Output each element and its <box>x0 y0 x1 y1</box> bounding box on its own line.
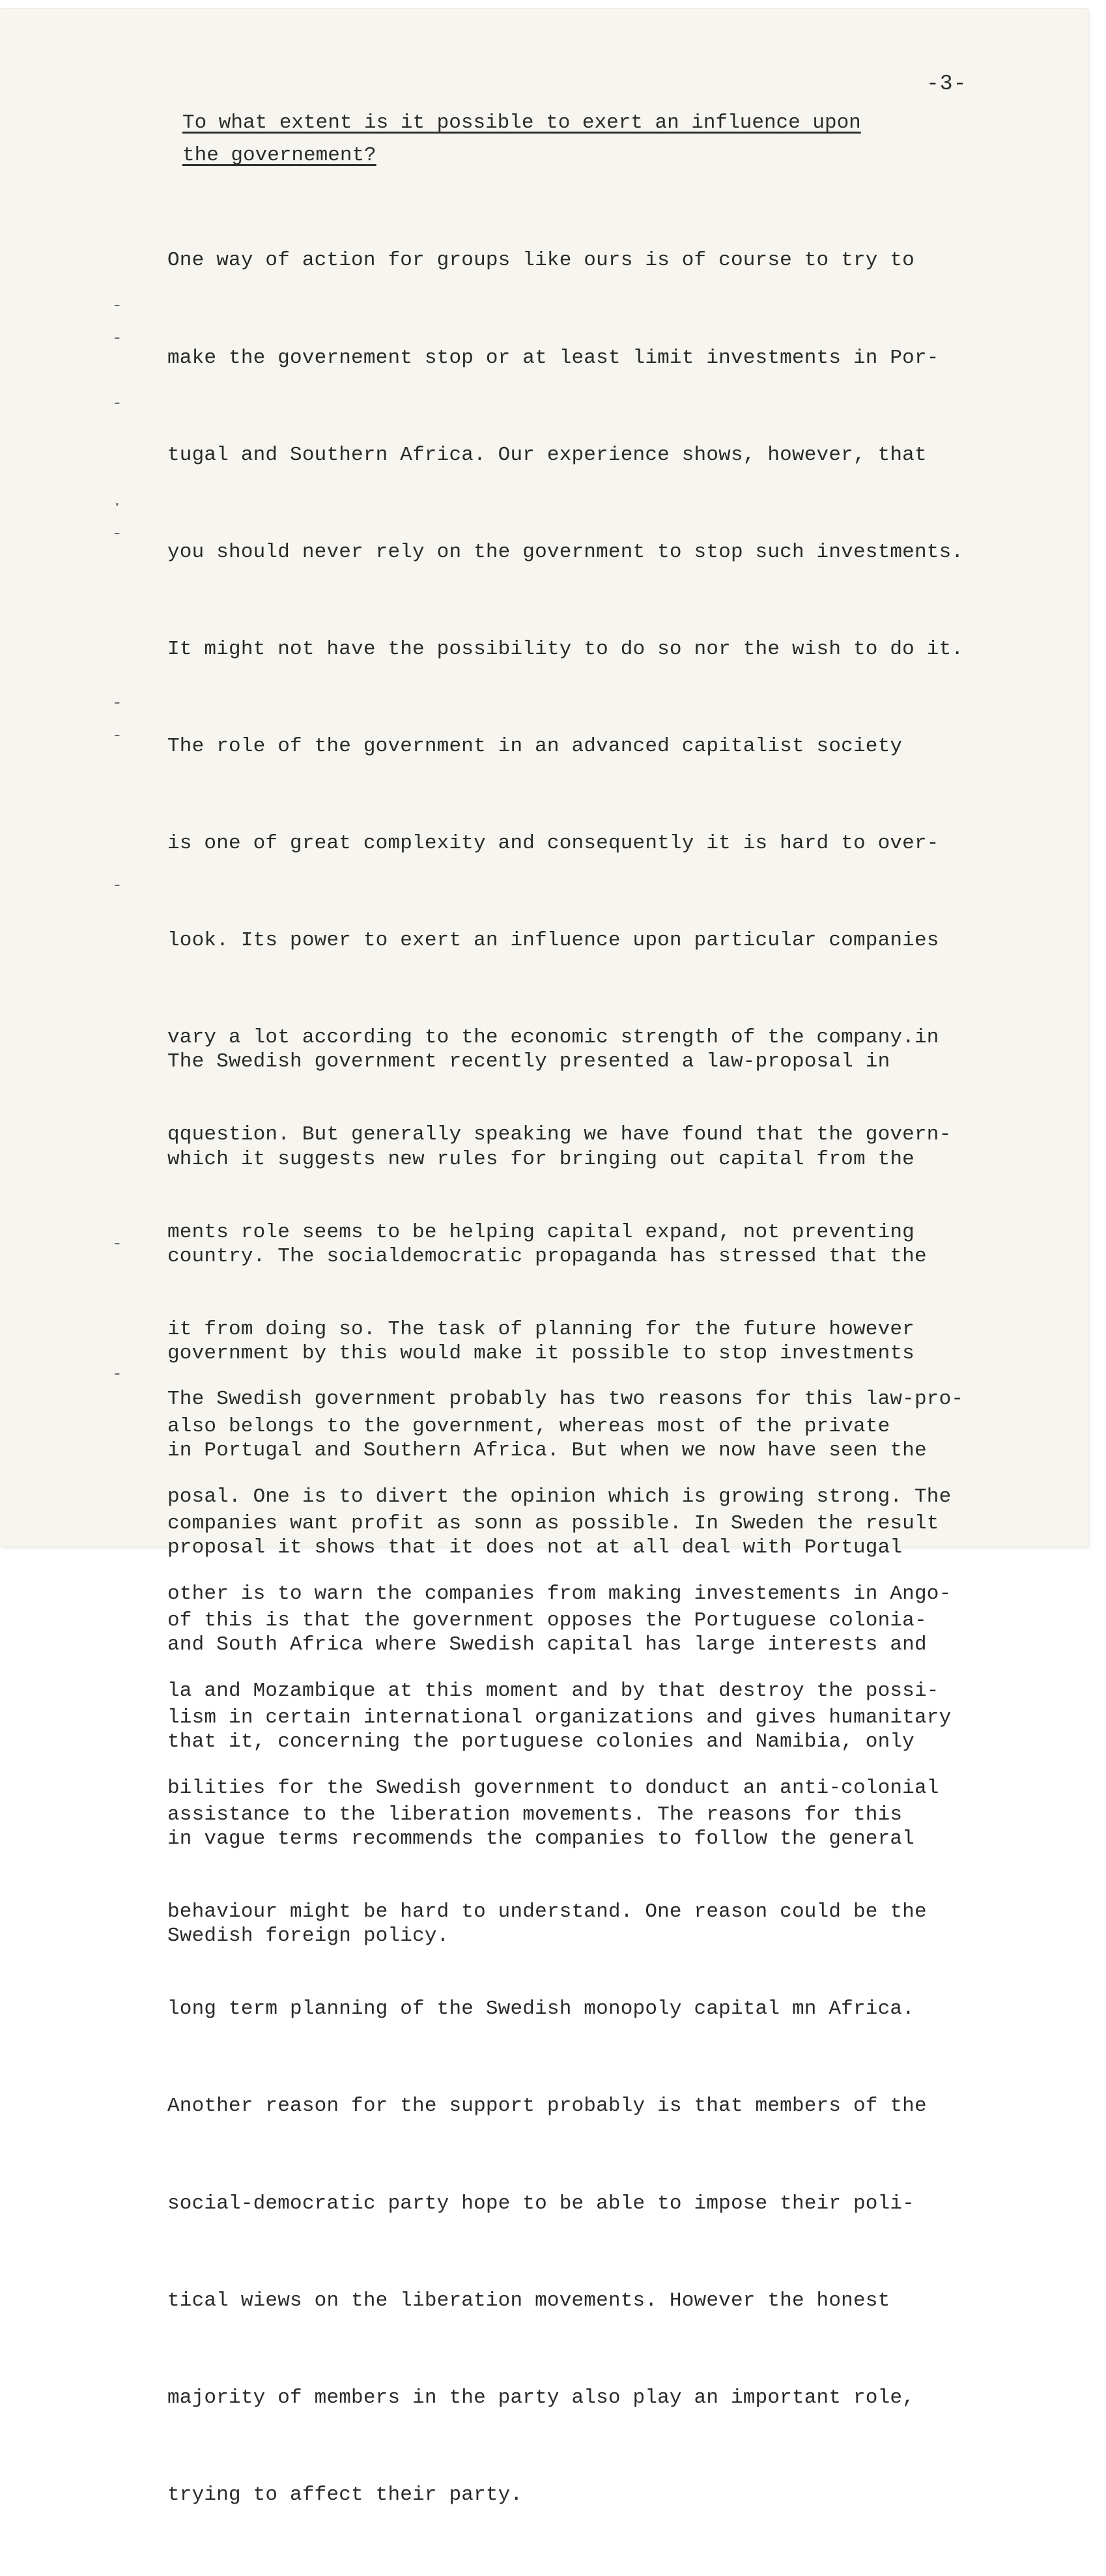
heading-line: To what extent is it possible to exert an influence upon <box>182 111 861 134</box>
margin-tick: . <box>112 491 122 511</box>
text-line: of this is that the government opposes the Portuguese colonia- <box>167 1609 927 1632</box>
margin-tick: - <box>112 726 122 745</box>
text-line: Another reason for the support probably is that members of the <box>167 2095 927 2118</box>
text-line: proposal it shows that it does not at all deal with Portugal <box>167 1536 903 1559</box>
heading-line: the governement? <box>182 144 376 167</box>
text-line: trying to affect their party. <box>167 2483 523 2506</box>
text-line: Swedish foreign policy. <box>167 1925 449 1948</box>
text-line: vary a lot according to the economic strength of the company.in <box>167 1026 939 1050</box>
margin-tick: - <box>112 1364 122 1384</box>
text-line: it from doing so. The task of planning for the future however <box>167 1317 915 1341</box>
text-line: ments role seems to be helping capital expand, not preventing <box>167 1220 915 1244</box>
text-line: lism in certain international organizations and gives humanitary <box>167 1706 952 1730</box>
document-page <box>1 9 1088 2506</box>
section-heading <box>182 107 861 172</box>
paragraph-3 <box>167 1319 1053 1869</box>
text-line: bilities for the Swedish government to donduct an anti-colonial <box>167 1776 939 1799</box>
text-line: make the governement stop or at least limit investments in Por- <box>167 346 939 369</box>
text-line: One way of action for groups like ours is of course to try to <box>167 249 915 272</box>
text-line: long term planning of the Swedish monopoly capital mn Africa. <box>167 1997 915 2021</box>
text-line: in vague terms recommends the companies to follow the general <box>167 1827 915 1851</box>
text-line: companies want profit as sonn as possible. In Sweden the result <box>167 1511 939 1535</box>
text-line: qquestion. But generally speaking we have found that the govern- <box>167 1123 952 1147</box>
margin-tick: - <box>112 328 122 348</box>
text-line: that it, concerning the portuguese colonies and Namibia, only <box>167 1730 915 1754</box>
text-line: and South Africa where Swedish capital has large interests and <box>167 1633 927 1657</box>
text-line: assistance to the liberation movements. The reasons for this <box>167 1803 903 1827</box>
margin-tick: - <box>112 296 122 315</box>
margin-tick: - <box>112 876 122 895</box>
text-line: la and Mozambique at this moment and by that destroy the possi- <box>167 1679 939 1702</box>
text-line: It might not have the possibility to do so nor the wish to do it. <box>167 637 964 661</box>
text-line: social-democratic party hope to be able to impose their poli- <box>167 2192 915 2215</box>
text-line: majority of members in the party also play an important role, <box>167 2386 915 2409</box>
margin-tick: - <box>112 1234 122 1253</box>
text-line: you should never rely on the government to stop such investments. <box>167 540 964 564</box>
margin-tick: - <box>112 693 122 713</box>
margin-tick: - <box>112 524 122 543</box>
text-line: government by this would make it possible to stop investments <box>167 1341 915 1365</box>
text-line: The Swedish government probably has two reasons for this law-pro- <box>167 1388 964 1411</box>
text-line: also belongs to the government, whereas most of the private <box>167 1414 890 1438</box>
text-line: country. The socialdemocratic propaganda has stressed that the <box>167 1244 927 1268</box>
text-line: tical wiews on the liberation movements. However the honest <box>167 2289 890 2312</box>
text-line: posal. One is to divert the opinion which is growing strong. The <box>167 1485 952 1508</box>
page-number: -3- <box>926 72 967 96</box>
text-line: is one of great complexity and consequently it is hard to over- <box>167 832 939 855</box>
text-line: The Swedish government recently presented a law-proposal in <box>167 1050 890 1074</box>
text-line: look. Its power to exert an influence upon particular companies <box>167 929 939 952</box>
text-line: in Portugal and Southern Africa. But when we now have seen the <box>167 1438 927 1462</box>
text-line: which it suggests new rules for bringing out capital from the <box>167 1147 915 1171</box>
text-line: other is to warn the companies from making investements in Ango- <box>167 1582 952 1605</box>
text-line: The role of the government in an advanced capitalist society <box>167 734 903 758</box>
text-line: behaviour might be hard to understand. One reason could be the <box>167 1900 927 1924</box>
text-line: tugal and Southern Africa. Our experience shows, however, that <box>167 443 927 466</box>
margin-tick: - <box>112 394 122 413</box>
